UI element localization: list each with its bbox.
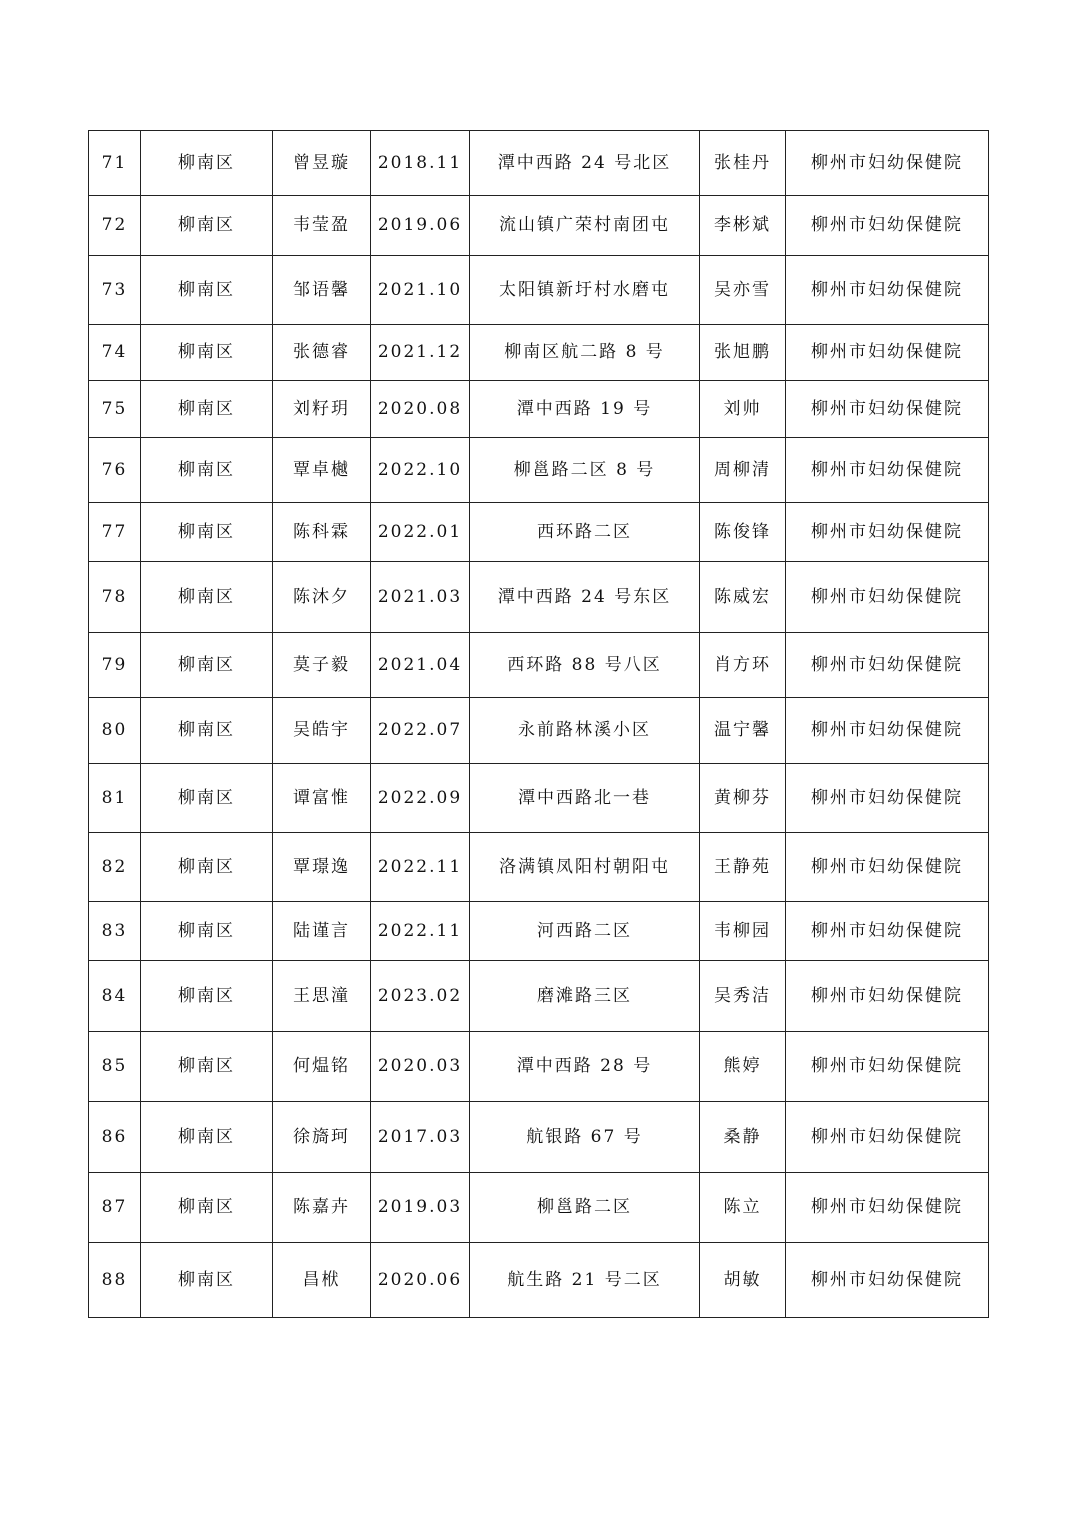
cell-district: 柳南区 (141, 902, 273, 961)
cell-child-name: 谭富惟 (273, 764, 371, 833)
cell-address: 潭中西路 19 号 (470, 381, 700, 438)
cell-child-name: 韦莹盈 (273, 196, 371, 256)
cell-child-name: 覃卓樾 (273, 438, 371, 503)
cell-child-name: 何煴铭 (273, 1032, 371, 1102)
cell-address: 西环路 88 号八区 (470, 633, 700, 698)
table-row (89, 764, 989, 833)
cell-number: 86 (89, 1102, 141, 1173)
cell-number: 72 (89, 196, 141, 256)
table-row (89, 902, 989, 961)
cell-district: 柳南区 (141, 1173, 273, 1243)
cell-contact: 吴秀洁 (700, 961, 786, 1032)
cell-child-name: 陈科霖 (273, 503, 371, 562)
cell-contact: 桑静 (700, 1102, 786, 1173)
cell-district: 柳南区 (141, 131, 273, 196)
cell-contact: 王静苑 (700, 833, 786, 902)
table-row (89, 698, 989, 764)
cell-number: 74 (89, 325, 141, 381)
cell-contact: 李彬斌 (700, 196, 786, 256)
cell-district: 柳南区 (141, 633, 273, 698)
cell-date: 2022.10 (371, 438, 470, 503)
cell-organization: 柳州市妇幼保健院 (786, 698, 989, 764)
cell-number: 76 (89, 438, 141, 503)
cell-date: 2020.03 (371, 1032, 470, 1102)
cell-address: 太阳镇新圩村水磨屯 (470, 256, 700, 325)
cell-child-name: 徐旖珂 (273, 1102, 371, 1173)
cell-date: 2021.03 (371, 562, 470, 633)
table-row (89, 256, 989, 325)
cell-contact: 吴亦雪 (700, 256, 786, 325)
cell-number: 84 (89, 961, 141, 1032)
cell-contact: 熊婷 (700, 1032, 786, 1102)
cell-address: 西环路二区 (470, 503, 700, 562)
table-row (89, 131, 989, 196)
cell-address: 潭中西路 24 号北区 (470, 131, 700, 196)
cell-district: 柳南区 (141, 698, 273, 764)
cell-address: 永前路林溪小区 (470, 698, 700, 764)
cell-organization: 柳州市妇幼保健院 (786, 833, 989, 902)
cell-child-name: 王思潼 (273, 961, 371, 1032)
cell-address: 流山镇广荣村南团屯 (470, 196, 700, 256)
cell-organization: 柳州市妇幼保健院 (786, 1173, 989, 1243)
cell-address: 洛满镇凤阳村朝阳屯 (470, 833, 700, 902)
table-row (89, 1243, 989, 1318)
cell-date: 2022.11 (371, 902, 470, 961)
cell-date: 2022.01 (371, 503, 470, 562)
cell-district: 柳南区 (141, 1032, 273, 1102)
cell-date: 2019.03 (371, 1173, 470, 1243)
cell-number: 77 (89, 503, 141, 562)
cell-organization: 柳州市妇幼保健院 (786, 562, 989, 633)
table-row (89, 438, 989, 503)
cell-district: 柳南区 (141, 503, 273, 562)
cell-organization: 柳州市妇幼保健院 (786, 381, 989, 438)
cell-date: 2019.06 (371, 196, 470, 256)
cell-child-name: 覃璟逸 (273, 833, 371, 902)
cell-address: 柳邕路二区 8 号 (470, 438, 700, 503)
cell-date: 2020.08 (371, 381, 470, 438)
cell-organization: 柳州市妇幼保健院 (786, 256, 989, 325)
cell-address: 潭中西路北一巷 (470, 764, 700, 833)
cell-address: 柳邕路二区 (470, 1173, 700, 1243)
cell-contact: 刘帅 (700, 381, 786, 438)
cell-date: 2018.11 (371, 131, 470, 196)
cell-district: 柳南区 (141, 256, 273, 325)
cell-child-name: 刘籽玥 (273, 381, 371, 438)
table-row (89, 833, 989, 902)
cell-contact: 陈俊锋 (700, 503, 786, 562)
cell-organization: 柳州市妇幼保健院 (786, 633, 989, 698)
cell-district: 柳南区 (141, 562, 273, 633)
table-row (89, 381, 989, 438)
cell-child-name: 陈嘉卉 (273, 1173, 371, 1243)
cell-number: 88 (89, 1243, 141, 1318)
table-row (89, 503, 989, 562)
cell-contact: 温宁馨 (700, 698, 786, 764)
cell-district: 柳南区 (141, 833, 273, 902)
cell-number: 80 (89, 698, 141, 764)
cell-district: 柳南区 (141, 764, 273, 833)
cell-organization: 柳州市妇幼保健院 (786, 325, 989, 381)
cell-number: 85 (89, 1032, 141, 1102)
cell-contact: 黄柳芬 (700, 764, 786, 833)
cell-number: 78 (89, 562, 141, 633)
cell-child-name: 吴皓宇 (273, 698, 371, 764)
cell-child-name: 陈沐夕 (273, 562, 371, 633)
cell-organization: 柳州市妇幼保健院 (786, 1243, 989, 1318)
cell-district: 柳南区 (141, 381, 273, 438)
cell-organization: 柳州市妇幼保健院 (786, 131, 989, 196)
cell-contact: 胡敏 (700, 1243, 786, 1318)
cell-organization: 柳州市妇幼保健院 (786, 438, 989, 503)
cell-district: 柳南区 (141, 1102, 273, 1173)
cell-contact: 陈威宏 (700, 562, 786, 633)
table-row (89, 325, 989, 381)
cell-date: 2022.07 (371, 698, 470, 764)
cell-date: 2017.03 (371, 1102, 470, 1173)
table-row (89, 961, 989, 1032)
cell-date: 2021.12 (371, 325, 470, 381)
cell-address: 潭中西路 28 号 (470, 1032, 700, 1102)
roster-table (88, 130, 989, 1318)
cell-number: 87 (89, 1173, 141, 1243)
cell-address: 航生路 21 号二区 (470, 1243, 700, 1318)
cell-address: 磨滩路三区 (470, 961, 700, 1032)
cell-child-name: 陆谨言 (273, 902, 371, 961)
cell-number: 73 (89, 256, 141, 325)
cell-district: 柳南区 (141, 325, 273, 381)
cell-child-name: 莫子毅 (273, 633, 371, 698)
table-row (89, 1032, 989, 1102)
cell-district: 柳南区 (141, 961, 273, 1032)
cell-organization: 柳州市妇幼保健院 (786, 196, 989, 256)
cell-district: 柳南区 (141, 196, 273, 256)
cell-district: 柳南区 (141, 438, 273, 503)
cell-number: 82 (89, 833, 141, 902)
cell-organization: 柳州市妇幼保健院 (786, 764, 989, 833)
cell-date: 2021.04 (371, 633, 470, 698)
cell-number: 83 (89, 902, 141, 961)
cell-contact: 韦柳园 (700, 902, 786, 961)
cell-date: 2022.11 (371, 833, 470, 902)
table-row (89, 1173, 989, 1243)
cell-date: 2023.02 (371, 961, 470, 1032)
cell-district: 柳南区 (141, 1243, 273, 1318)
cell-date: 2022.09 (371, 764, 470, 833)
cell-number: 71 (89, 131, 141, 196)
cell-child-name: 昌栿 (273, 1243, 371, 1318)
table-row (89, 633, 989, 698)
cell-contact: 陈立 (700, 1173, 786, 1243)
cell-organization: 柳州市妇幼保健院 (786, 503, 989, 562)
cell-child-name: 邹语馨 (273, 256, 371, 325)
cell-number: 81 (89, 764, 141, 833)
cell-contact: 肖方环 (700, 633, 786, 698)
cell-number: 75 (89, 381, 141, 438)
cell-address: 航银路 67 号 (470, 1102, 700, 1173)
cell-date: 2020.06 (371, 1243, 470, 1318)
cell-organization: 柳州市妇幼保健院 (786, 961, 989, 1032)
cell-contact: 张旭鹏 (700, 325, 786, 381)
cell-organization: 柳州市妇幼保健院 (786, 1032, 989, 1102)
cell-address: 河西路二区 (470, 902, 700, 961)
table-row (89, 562, 989, 633)
cell-contact: 周柳清 (700, 438, 786, 503)
cell-contact: 张桂丹 (700, 131, 786, 196)
cell-child-name: 张德睿 (273, 325, 371, 381)
cell-child-name: 曾昱璇 (273, 131, 371, 196)
table-row (89, 196, 989, 256)
cell-organization: 柳州市妇幼保健院 (786, 902, 989, 961)
cell-date: 2021.10 (371, 256, 470, 325)
table-row (89, 1102, 989, 1173)
cell-address: 柳南区航二路 8 号 (470, 325, 700, 381)
cell-organization: 柳州市妇幼保健院 (786, 1102, 989, 1173)
cell-address: 潭中西路 24 号东区 (470, 562, 700, 633)
cell-number: 79 (89, 633, 141, 698)
roster-table-body (89, 131, 989, 1318)
